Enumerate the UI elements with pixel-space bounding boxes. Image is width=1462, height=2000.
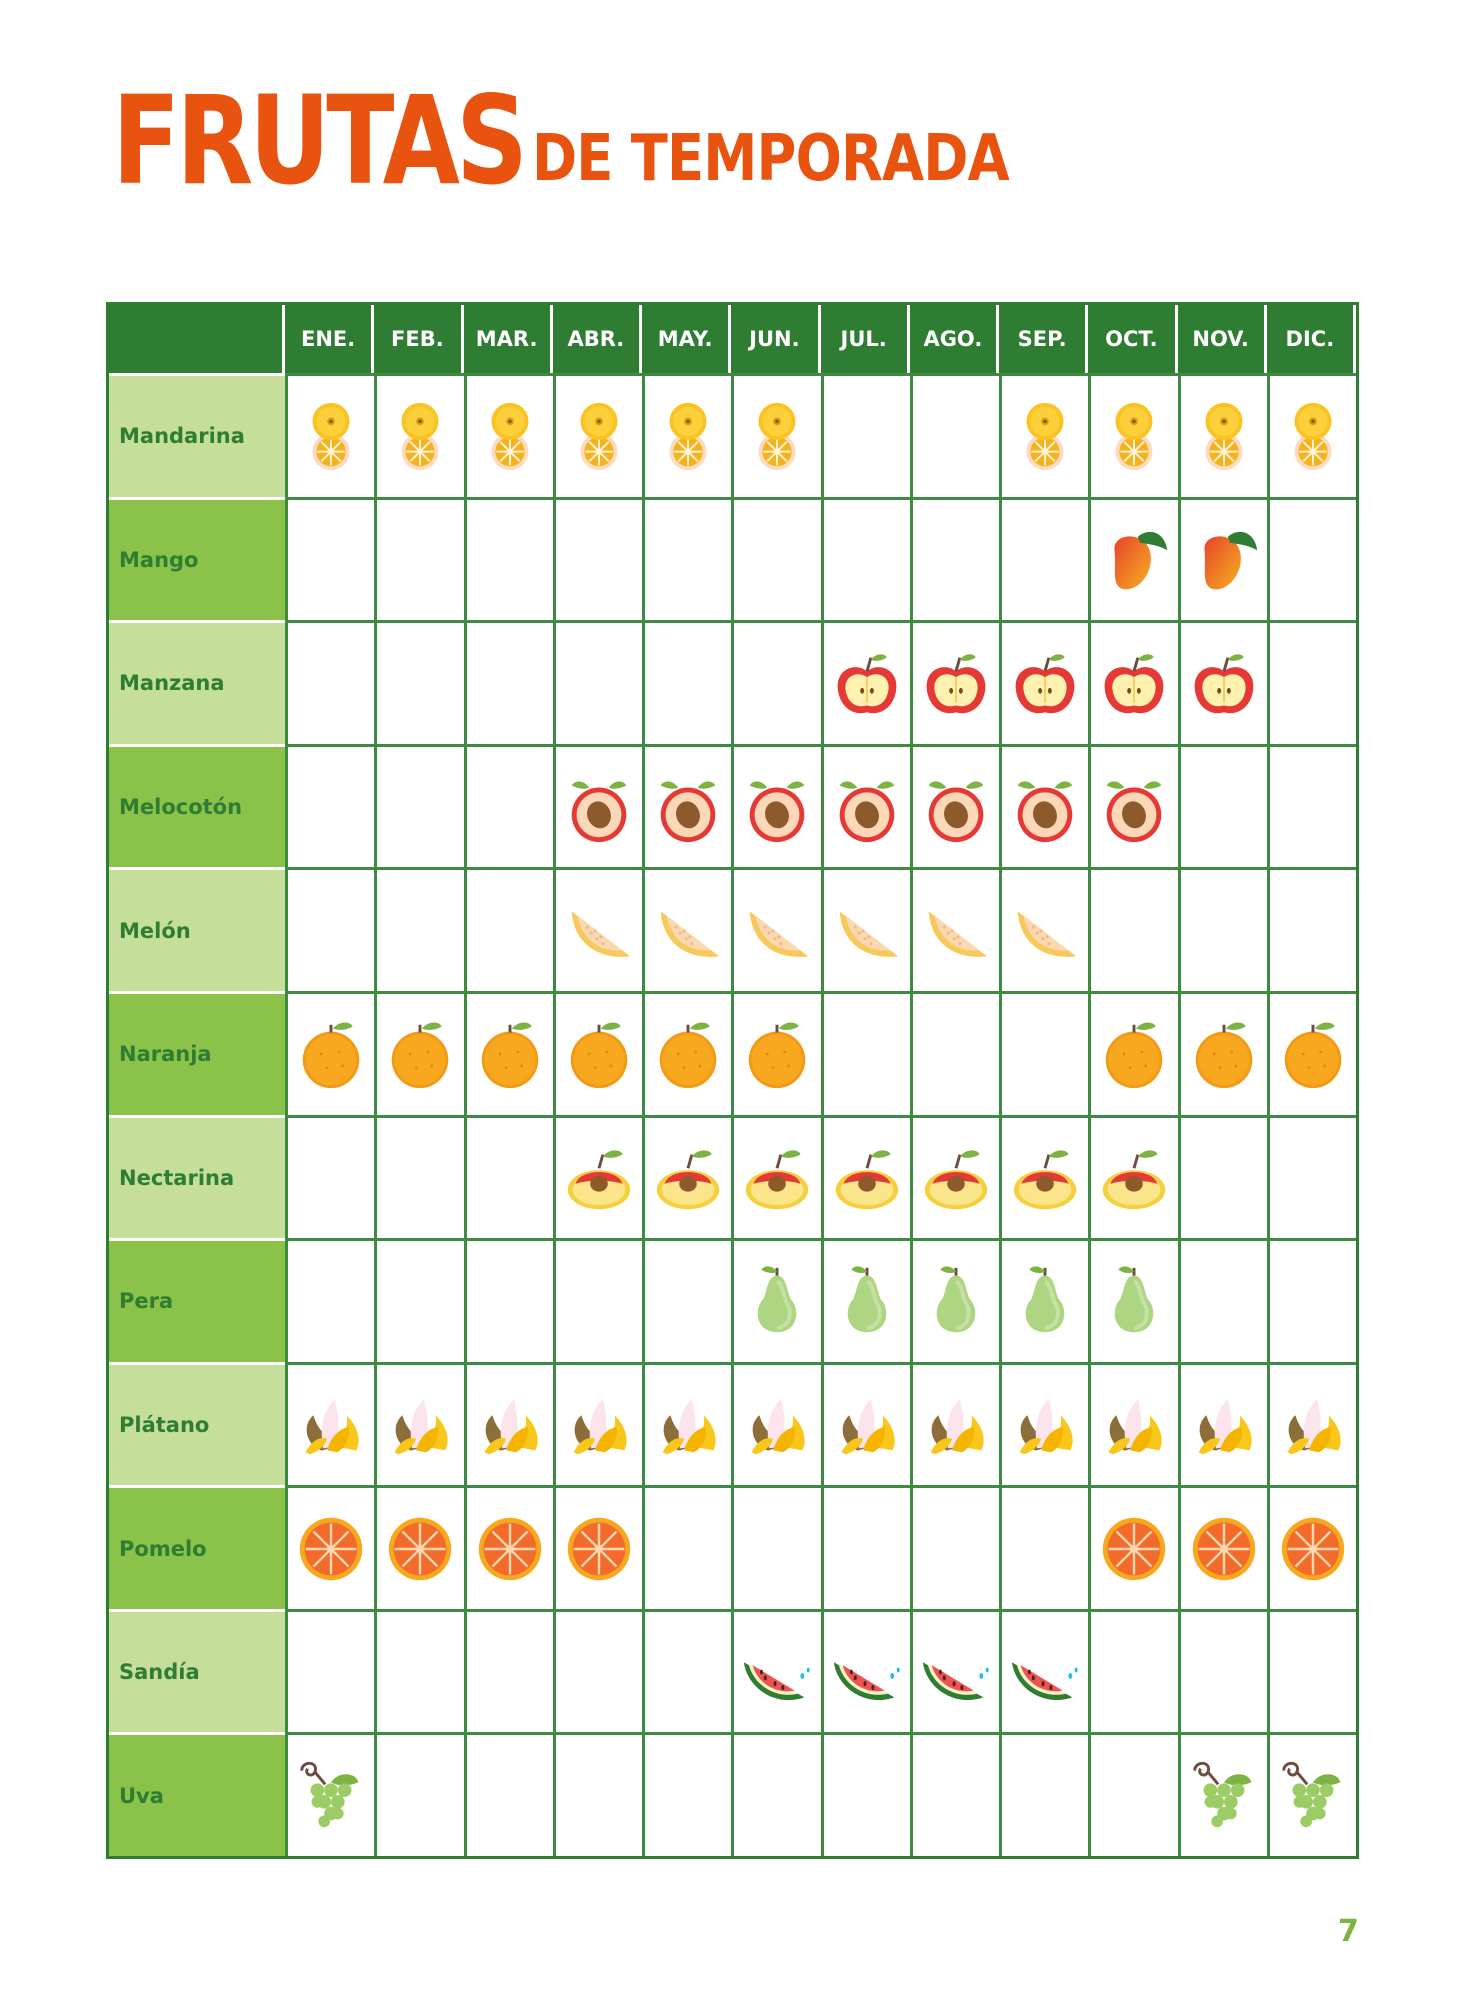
season-cell bbox=[285, 497, 374, 621]
banana-icon bbox=[560, 1386, 638, 1464]
melon-icon bbox=[560, 892, 638, 970]
season-cell bbox=[821, 991, 910, 1115]
season-cell bbox=[1178, 991, 1267, 1115]
watermelon-icon bbox=[828, 1633, 906, 1711]
banana-icon bbox=[738, 1386, 816, 1464]
apple-icon bbox=[1185, 644, 1263, 722]
banana-icon bbox=[292, 1386, 370, 1464]
season-cell bbox=[821, 1362, 910, 1486]
watermelon-icon bbox=[738, 1633, 816, 1711]
season-cell bbox=[821, 1115, 910, 1239]
season-cell bbox=[821, 1485, 910, 1609]
season-cell bbox=[999, 1362, 1088, 1486]
season-cell bbox=[1267, 867, 1356, 991]
season-cell bbox=[910, 497, 999, 621]
season-cell bbox=[285, 991, 374, 1115]
season-cell bbox=[1088, 991, 1177, 1115]
season-cell bbox=[1178, 497, 1267, 621]
grapes-icon bbox=[1185, 1757, 1263, 1835]
season-cell bbox=[374, 1362, 463, 1486]
season-cell bbox=[642, 744, 731, 868]
season-cell bbox=[821, 1238, 910, 1362]
season-cell bbox=[642, 373, 731, 497]
apple-icon bbox=[1095, 644, 1173, 722]
season-cell bbox=[642, 1609, 731, 1733]
season-cell bbox=[553, 620, 642, 744]
mandarin-icon bbox=[1095, 397, 1173, 475]
page-number: 7 bbox=[1338, 1914, 1359, 1949]
nectarine-icon bbox=[917, 1139, 995, 1217]
season-cell bbox=[999, 991, 1088, 1115]
season-cell bbox=[731, 991, 820, 1115]
season-cell bbox=[285, 867, 374, 991]
season-cell bbox=[910, 1115, 999, 1239]
season-cell bbox=[553, 1238, 642, 1362]
month-header: ENE. bbox=[285, 305, 374, 373]
banana-icon bbox=[917, 1386, 995, 1464]
season-cell bbox=[553, 373, 642, 497]
season-cell bbox=[1267, 1485, 1356, 1609]
month-header: JUN. bbox=[731, 305, 820, 373]
season-cell bbox=[910, 1609, 999, 1733]
season-cell bbox=[374, 1485, 463, 1609]
orange-icon bbox=[381, 1015, 459, 1093]
season-cell bbox=[642, 1115, 731, 1239]
season-cell bbox=[464, 1238, 553, 1362]
season-cell bbox=[464, 1732, 553, 1856]
season-cell bbox=[731, 373, 820, 497]
mandarin-icon bbox=[381, 397, 459, 475]
season-cell bbox=[999, 620, 1088, 744]
season-cell bbox=[999, 1238, 1088, 1362]
season-cell bbox=[999, 1609, 1088, 1733]
season-cell bbox=[821, 867, 910, 991]
fruit-name: Plátano bbox=[109, 1362, 285, 1486]
month-header: NOV. bbox=[1178, 305, 1267, 373]
season-cell bbox=[464, 1362, 553, 1486]
orange-icon bbox=[1095, 1015, 1173, 1093]
season-cell bbox=[553, 991, 642, 1115]
month-header: SEP. bbox=[999, 305, 1088, 373]
orange-icon bbox=[471, 1015, 549, 1093]
peach-icon bbox=[649, 768, 727, 846]
month-header: DIC. bbox=[1267, 305, 1356, 373]
season-cell bbox=[1088, 620, 1177, 744]
mango-icon bbox=[1095, 521, 1173, 599]
mandarin-icon bbox=[738, 397, 816, 475]
peach-icon bbox=[560, 768, 638, 846]
banana-icon bbox=[649, 1386, 727, 1464]
apple-icon bbox=[828, 644, 906, 722]
grapefruit-icon bbox=[292, 1510, 370, 1588]
fruit-name: Melocotón bbox=[109, 744, 285, 868]
season-cell bbox=[285, 1115, 374, 1239]
season-cell bbox=[1267, 1362, 1356, 1486]
month-header: JUL. bbox=[821, 305, 910, 373]
melon-icon bbox=[1006, 892, 1084, 970]
season-cell bbox=[1178, 1115, 1267, 1239]
pear-icon bbox=[738, 1262, 816, 1340]
season-cell bbox=[285, 1609, 374, 1733]
header-corner bbox=[109, 305, 285, 373]
season-cell bbox=[1088, 1485, 1177, 1609]
season-cell bbox=[374, 867, 463, 991]
melon-icon bbox=[738, 892, 816, 970]
season-cell bbox=[285, 373, 374, 497]
season-cell bbox=[1178, 744, 1267, 868]
pear-icon bbox=[1095, 1262, 1173, 1340]
season-cell bbox=[374, 1609, 463, 1733]
title-rest: DE TEMPORADA bbox=[532, 122, 1009, 196]
fruit-name: Nectarina bbox=[109, 1115, 285, 1239]
season-cell bbox=[374, 497, 463, 621]
season-cell bbox=[464, 991, 553, 1115]
season-cell bbox=[910, 744, 999, 868]
season-cell bbox=[821, 497, 910, 621]
melon-icon bbox=[828, 892, 906, 970]
page-title bbox=[112, 70, 1009, 212]
mandarin-icon bbox=[1185, 397, 1263, 475]
season-cell bbox=[374, 1115, 463, 1239]
grapes-icon bbox=[292, 1757, 370, 1835]
pear-icon bbox=[917, 1262, 995, 1340]
season-cell bbox=[464, 1609, 553, 1733]
season-cell bbox=[1178, 373, 1267, 497]
season-cell bbox=[1267, 1238, 1356, 1362]
season-cell bbox=[464, 1485, 553, 1609]
grapefruit-icon bbox=[1185, 1510, 1263, 1588]
season-cell bbox=[731, 1609, 820, 1733]
season-cell bbox=[553, 1732, 642, 1856]
season-cell bbox=[1088, 1115, 1177, 1239]
season-cell bbox=[1088, 1238, 1177, 1362]
season-cell bbox=[731, 1115, 820, 1239]
nectarine-icon bbox=[649, 1139, 727, 1217]
seasonal-fruit-calendar bbox=[106, 302, 1359, 1859]
nectarine-icon bbox=[1095, 1139, 1173, 1217]
season-cell bbox=[910, 1485, 999, 1609]
title-main: FRUTAS bbox=[112, 70, 524, 212]
season-cell bbox=[553, 1609, 642, 1733]
season-cell bbox=[821, 373, 910, 497]
peach-icon bbox=[828, 768, 906, 846]
season-cell bbox=[999, 867, 1088, 991]
peach-icon bbox=[1006, 768, 1084, 846]
month-header: ABR. bbox=[553, 305, 642, 373]
month-header: AGO. bbox=[910, 305, 999, 373]
season-cell bbox=[464, 867, 553, 991]
banana-icon bbox=[1095, 1386, 1173, 1464]
month-header: MAY. bbox=[642, 305, 731, 373]
season-cell bbox=[553, 1485, 642, 1609]
season-cell bbox=[731, 1362, 820, 1486]
season-cell bbox=[642, 1362, 731, 1486]
mandarin-icon bbox=[471, 397, 549, 475]
month-header: MAR. bbox=[464, 305, 553, 373]
month-header: FEB. bbox=[374, 305, 463, 373]
mango-icon bbox=[1185, 521, 1263, 599]
season-cell bbox=[821, 1732, 910, 1856]
season-cell bbox=[999, 744, 1088, 868]
orange-icon bbox=[738, 1015, 816, 1093]
orange-icon bbox=[292, 1015, 370, 1093]
season-cell bbox=[285, 620, 374, 744]
season-cell bbox=[1178, 620, 1267, 744]
season-cell bbox=[464, 620, 553, 744]
season-cell bbox=[285, 1362, 374, 1486]
grapefruit-icon bbox=[381, 1510, 459, 1588]
apple-icon bbox=[1006, 644, 1084, 722]
peach-icon bbox=[1095, 768, 1173, 846]
pear-icon bbox=[1006, 1262, 1084, 1340]
season-cell bbox=[910, 991, 999, 1115]
season-cell bbox=[464, 497, 553, 621]
melon-icon bbox=[917, 892, 995, 970]
season-cell bbox=[1267, 620, 1356, 744]
season-cell bbox=[1267, 744, 1356, 868]
nectarine-icon bbox=[828, 1139, 906, 1217]
season-cell bbox=[642, 1238, 731, 1362]
season-cell bbox=[1178, 867, 1267, 991]
season-cell bbox=[374, 373, 463, 497]
fruit-name: Naranja bbox=[109, 991, 285, 1115]
orange-icon bbox=[1185, 1015, 1263, 1093]
season-cell bbox=[285, 1238, 374, 1362]
season-cell bbox=[374, 1238, 463, 1362]
season-cell bbox=[910, 1732, 999, 1856]
mandarin-icon bbox=[1274, 397, 1352, 475]
season-cell bbox=[1088, 867, 1177, 991]
season-cell bbox=[910, 1362, 999, 1486]
season-cell bbox=[731, 497, 820, 621]
season-cell bbox=[821, 1609, 910, 1733]
banana-icon bbox=[1274, 1386, 1352, 1464]
fruit-name: Pera bbox=[109, 1238, 285, 1362]
fruit-name: Mango bbox=[109, 497, 285, 621]
season-cell bbox=[999, 497, 1088, 621]
season-cell bbox=[1267, 1115, 1356, 1239]
season-cell bbox=[553, 867, 642, 991]
nectarine-icon bbox=[738, 1139, 816, 1217]
season-cell bbox=[374, 620, 463, 744]
fruit-name: Mandarina bbox=[109, 373, 285, 497]
mandarin-icon bbox=[649, 397, 727, 475]
grapefruit-icon bbox=[560, 1510, 638, 1588]
season-cell bbox=[910, 620, 999, 744]
season-cell bbox=[642, 620, 731, 744]
season-cell bbox=[642, 991, 731, 1115]
season-cell bbox=[1178, 1732, 1267, 1856]
season-cell bbox=[1267, 497, 1356, 621]
season-cell bbox=[285, 1485, 374, 1609]
season-cell bbox=[910, 867, 999, 991]
banana-icon bbox=[471, 1386, 549, 1464]
grapefruit-icon bbox=[471, 1510, 549, 1588]
banana-icon bbox=[1006, 1386, 1084, 1464]
nectarine-icon bbox=[560, 1139, 638, 1217]
banana-icon bbox=[381, 1386, 459, 1464]
season-cell bbox=[731, 867, 820, 991]
mandarin-icon bbox=[292, 397, 370, 475]
season-cell bbox=[821, 744, 910, 868]
season-cell bbox=[285, 1732, 374, 1856]
season-cell bbox=[1267, 373, 1356, 497]
season-cell bbox=[642, 1732, 731, 1856]
melon-icon bbox=[649, 892, 727, 970]
orange-icon bbox=[649, 1015, 727, 1093]
season-cell bbox=[731, 620, 820, 744]
watermelon-icon bbox=[917, 1633, 995, 1711]
season-cell bbox=[1267, 1732, 1356, 1856]
season-cell bbox=[642, 1485, 731, 1609]
orange-icon bbox=[560, 1015, 638, 1093]
season-cell bbox=[910, 373, 999, 497]
month-header: OCT. bbox=[1088, 305, 1177, 373]
season-cell bbox=[1088, 497, 1177, 621]
mandarin-icon bbox=[560, 397, 638, 475]
season-cell bbox=[1267, 1609, 1356, 1733]
season-cell bbox=[1088, 1609, 1177, 1733]
season-cell bbox=[1088, 1732, 1177, 1856]
season-cell bbox=[642, 497, 731, 621]
season-cell bbox=[731, 1732, 820, 1856]
season-cell bbox=[999, 1732, 1088, 1856]
season-cell bbox=[1178, 1238, 1267, 1362]
orange-icon bbox=[1274, 1015, 1352, 1093]
fruit-name: Melón bbox=[109, 867, 285, 991]
season-cell bbox=[1088, 1362, 1177, 1486]
season-cell bbox=[999, 373, 1088, 497]
season-cell bbox=[1267, 991, 1356, 1115]
banana-icon bbox=[828, 1386, 906, 1464]
season-cell bbox=[374, 744, 463, 868]
season-cell bbox=[464, 744, 553, 868]
season-cell bbox=[1178, 1485, 1267, 1609]
season-cell bbox=[1178, 1609, 1267, 1733]
season-cell bbox=[553, 1115, 642, 1239]
pear-icon bbox=[828, 1262, 906, 1340]
season-cell bbox=[1088, 744, 1177, 868]
season-cell bbox=[464, 373, 553, 497]
grapefruit-icon bbox=[1274, 1510, 1352, 1588]
season-cell bbox=[910, 1238, 999, 1362]
season-cell bbox=[374, 1732, 463, 1856]
grapes-icon bbox=[1274, 1757, 1352, 1835]
peach-icon bbox=[738, 768, 816, 846]
season-cell bbox=[731, 1238, 820, 1362]
grapefruit-icon bbox=[1095, 1510, 1173, 1588]
season-cell bbox=[821, 620, 910, 744]
fruit-name: Uva bbox=[109, 1732, 285, 1856]
fruit-name: Pomelo bbox=[109, 1485, 285, 1609]
peach-icon bbox=[917, 768, 995, 846]
season-cell bbox=[731, 1485, 820, 1609]
nectarine-icon bbox=[1006, 1139, 1084, 1217]
season-cell bbox=[553, 497, 642, 621]
season-cell bbox=[731, 744, 820, 868]
watermelon-icon bbox=[1006, 1633, 1084, 1711]
season-cell bbox=[999, 1115, 1088, 1239]
season-cell bbox=[642, 867, 731, 991]
fruit-name: Manzana bbox=[109, 620, 285, 744]
season-cell bbox=[374, 991, 463, 1115]
fruit-name: Sandía bbox=[109, 1609, 285, 1733]
season-cell bbox=[1178, 1362, 1267, 1486]
season-cell bbox=[464, 1115, 553, 1239]
apple-icon bbox=[917, 644, 995, 722]
mandarin-icon bbox=[1006, 397, 1084, 475]
season-cell bbox=[553, 744, 642, 868]
season-cell bbox=[553, 1362, 642, 1486]
season-cell bbox=[1088, 373, 1177, 497]
season-cell bbox=[285, 744, 374, 868]
season-cell bbox=[999, 1485, 1088, 1609]
banana-icon bbox=[1185, 1386, 1263, 1464]
